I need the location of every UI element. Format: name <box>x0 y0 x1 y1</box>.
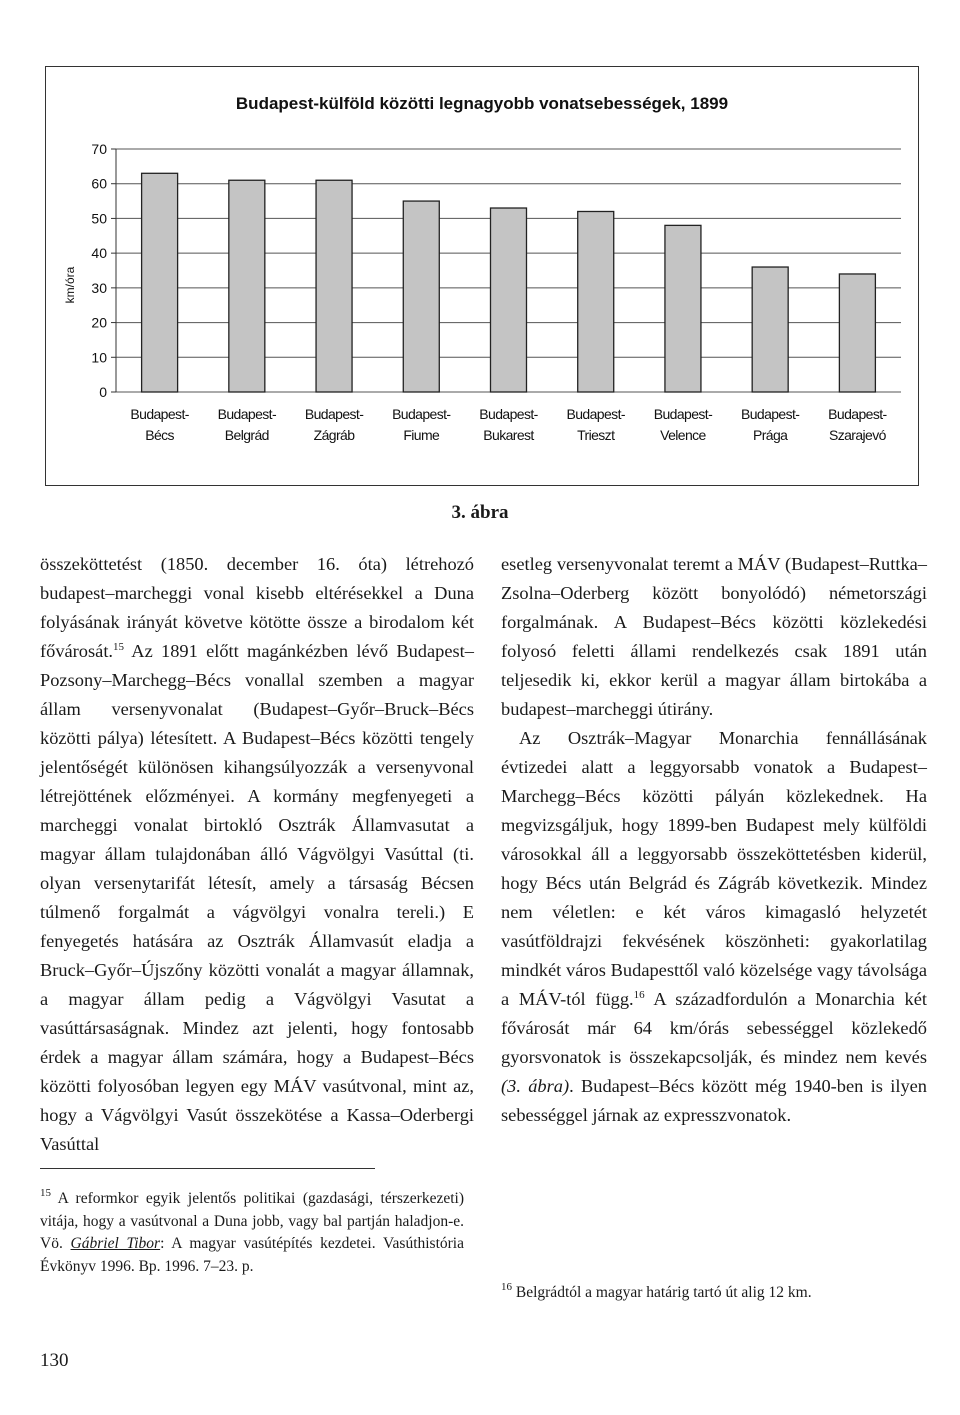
bar <box>142 173 178 392</box>
bar <box>839 274 875 392</box>
figure-reference: (3. ábra) <box>501 1076 570 1096</box>
cited-author: Gábriel Tibor <box>70 1235 161 1252</box>
text-run: Az 1891 előtt magánkézben lévő Budapest–Pozsony–Marchegg–Bécs vonallal szemben a magyar állam versenyvonalat (Budapest–Győr–Bruck–Bécs közötti pálya) létesített. A Budapest–Bécs közötti tengely jelentőségét különösen kihangsúlyozzák a versenyvonal létrejöttének előzményei. A kormány megfenyegeti a marcheggi vonalat birtokló Osztrák Államvasutat a magyar állam tulajdonában álló Vágvölgyi Vasúttal (ti. olyan versenytarifát létesít, amely a társaság Bécsen túlmenő forgalmát a vágvölgyi vonalra tereli.) E fenyegetés hatására az Osztrák Államvasút eladja a Bruck–Győr–Újszőny közötti vonalát a magyar államnak, a magyar állam pedig a Vágvölgyi Vasutat a vasúttársaságnak. Mindez azt jelenti, hogy fontosabb érdek a magyar állam számára, hogy a Budapest–Bécs közötti folyosóban legyen egy MÁV vasútvonal, mint az, hogy a Vágvölgyi Vasút összekötése a Kassa–Oderbergi Vasúttal <box>40 641 474 1154</box>
footnote-number: 16 <box>501 1281 512 1293</box>
y-tick-label: 70 <box>91 141 107 157</box>
text-run: A reformkor egyik jelentős politikai (gazdasági, térszerkezeti) vitája, hogy a vasútvonal a Duna jobb, vagy bal partján haladjon-e. Vö. <box>40 1190 464 1252</box>
x-tick-label: Budapest- <box>828 406 887 422</box>
y-axis-label: km/óra <box>63 266 77 304</box>
bar <box>403 201 439 392</box>
paragraph <box>40 550 474 1159</box>
x-tick-label: Trieszt <box>577 427 615 443</box>
x-tick-label: Szarajevó <box>828 427 886 443</box>
x-tick-label: Fiume <box>403 427 440 443</box>
text-column-left <box>40 550 474 1159</box>
x-tick-label: Budapest- <box>304 406 364 422</box>
bar <box>578 211 614 392</box>
footnote-16 <box>501 1282 927 1305</box>
paragraph: esetleg versenyvonalat teremt a MÁV (Budapest–Ruttka–Zsolna–Oderberg között bonyolódó) németországi forgalmának. A Budapest–Bécs közötti közlekedési folyosó feletti állami rendelkezés csak 1891 után teljesedik ki, ekkor kerül a magyar állam birtokába a budapest–marcheggi útirány. <box>501 554 927 719</box>
y-tick-label: 20 <box>91 314 107 331</box>
text-run: összeköttetést (1850. december 16. óta) létrehozó budapest–marcheggi vonal kisebb eltérésekkel a Duna folyásának irányát követve kötötte össze a birodalom két fővárosát. <box>40 554 474 661</box>
bar <box>752 267 788 392</box>
x-tick-label: Budapest- <box>653 406 713 422</box>
text-column-right <box>501 550 927 1130</box>
x-tick-label: Zágráb <box>313 427 355 443</box>
text-run: Belgrádtól a magyar határig tartó út alig 12 km. <box>512 1284 812 1301</box>
footnote-ref-15: 15 <box>113 641 125 653</box>
y-tick-label: 0 <box>99 384 107 400</box>
chart-frame <box>45 66 919 486</box>
plot-area <box>91 141 901 443</box>
text-run: Az Osztrák–Magyar Monarchia fennállásának évtizedei alatt a leggyorsabb vonatok a Budapest–Marchegg–Bécs közötti pályán közlekednek. Ha megvizsgáljuk, hogy 1899-ben Budapest mely külföldi városokkal áll a leggyorsabb összeköttetésben kiderül, hogy Bécs után Belgrád és Zágráb következik. Mindez nem véletlen: e két város kimagasló helyzetét vasútföldrajzi fekvésének köszönheti: gyakorlatilag mindkét város Budapesttől való közelsége vagy távolsága a MÁV-tól függ. <box>501 728 927 1009</box>
x-tick-label: Prága <box>752 427 788 443</box>
bar <box>491 208 527 392</box>
bar <box>665 225 701 392</box>
x-tick-label: Velence <box>660 427 706 443</box>
bar-chart <box>46 67 918 485</box>
x-tick-label: Budapest- <box>479 406 538 422</box>
footnote-text <box>40 1188 464 1278</box>
footnote-15 <box>40 1188 464 1278</box>
footnote-ref-16: 16 <box>633 989 645 1001</box>
x-tick-label: Budapest- <box>217 406 277 422</box>
x-tick-label: Budapest- <box>740 406 800 422</box>
bar <box>316 180 352 392</box>
x-tick-label: Budapest- <box>130 406 189 422</box>
footnote-text <box>501 1282 927 1305</box>
text-run: A századfordulón a Monarchia két fővárosát már 64 km/órás sebességgel közlekedő gyorsvonatok is összekapcsolják, és mindez nem kevés <box>501 989 927 1067</box>
y-tick-label: 10 <box>91 349 107 366</box>
footnote-number: 15 <box>40 1187 51 1199</box>
footnote-divider <box>40 1168 375 1169</box>
figure-caption: 3. ábra <box>451 502 509 523</box>
x-tick-label: Budapest- <box>566 406 625 422</box>
page-number: 130 <box>40 1350 69 1371</box>
y-tick-label: 40 <box>91 245 107 262</box>
y-tick-label: 60 <box>91 175 107 192</box>
chart-title: Budapest-külföld közötti legnagyobb vonatsebességek, 1899 <box>235 94 729 113</box>
paragraph <box>501 724 927 1130</box>
x-tick-label: Budapest- <box>392 406 451 422</box>
x-tick-label: Bukarest <box>483 427 534 443</box>
text-run: : A magyar vasútépítés kezdetei. Vasúthistória Évkönyv 1996. Bp. 1996. 7–23. p. <box>40 1235 464 1275</box>
y-tick-label: 50 <box>91 210 107 227</box>
bar <box>229 180 265 392</box>
y-tick-label: 30 <box>91 279 107 296</box>
x-tick-label: Bécs <box>145 427 174 443</box>
x-tick-label: Belgrád <box>224 427 269 443</box>
text-run: . Budapest–Bécs között még 1940-ben is ilyen sebességgel járnak az expresszvonatok. <box>501 1076 927 1125</box>
